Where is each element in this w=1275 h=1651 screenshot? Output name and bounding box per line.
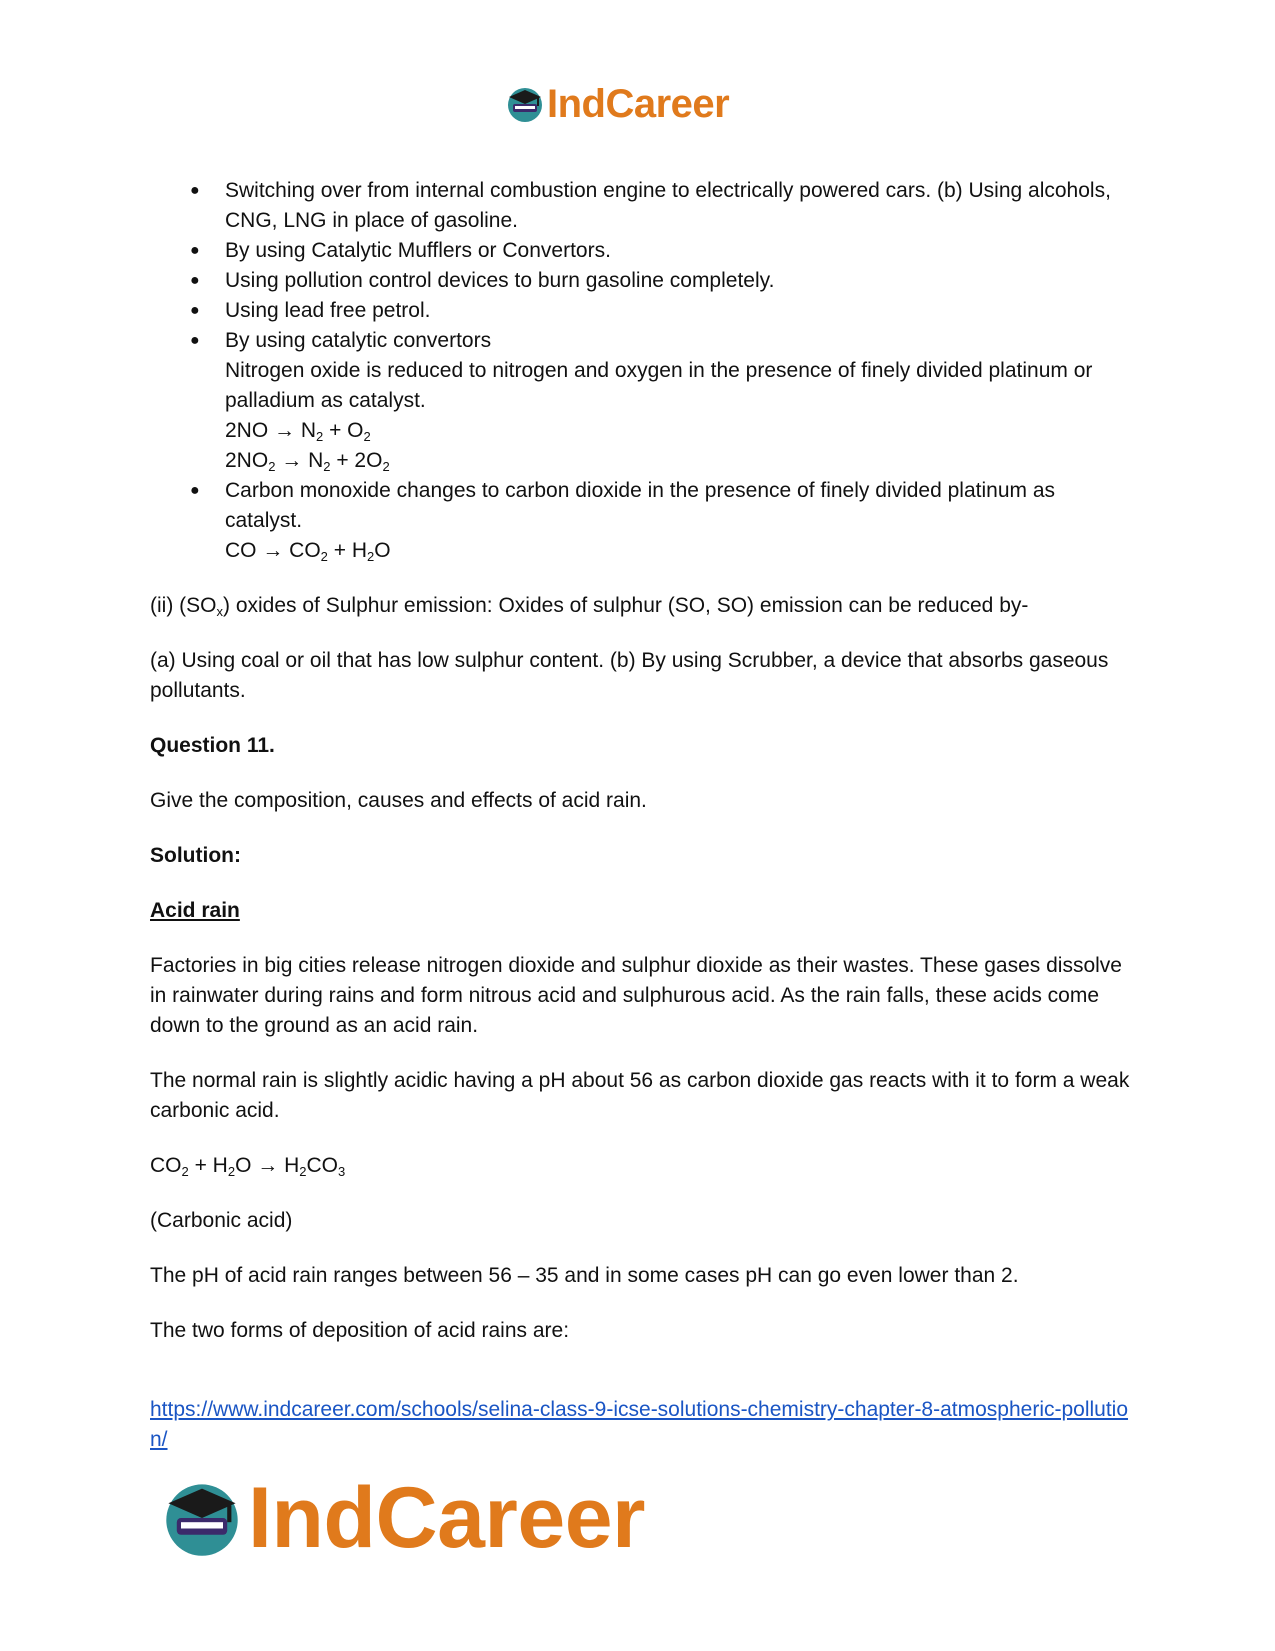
acid-rain-heading: Acid rain <box>150 899 240 922</box>
logo-text: IndCareer <box>248 1470 645 1566</box>
bullet-icon: ● <box>190 242 200 259</box>
source-link[interactable]: https://www.indcareer.com/schools/selina-class-9-icse-solutions-chemistry-chapter-8-atmospheric-pollution/ <box>150 1398 1129 1451</box>
bullet-icon: ● <box>190 302 200 319</box>
factories-paragraph: Factories in big cities release nitrogen dioxide and sulphur dioxide as their wastes. These gases dissolve in rainwater during rains and form nitrous acid and sulphurous acid. As the rain falls, these acids come down to the ground as an acid rain. <box>150 954 1122 1037</box>
scrubber-paragraph: (a) Using coal or oil that has low sulphur content. (b) By using Scrubber, a device that absorbs gaseous pollutants. <box>150 649 1109 702</box>
sox-paragraph: (ii) $(SO_x)$ oxides of Sulphur emission: Oxides of sulphur (SO, SO) emission can be reduced by- <box>150 594 1029 619</box>
list-item: ● Switching over from internal combustion engine to electrically powered cars. (b) Using alcohols, CNG, LNG in place of gasoline. <box>150 176 1135 236</box>
question-text: Give the composition, causes and effects of acid rain. <box>150 789 647 812</box>
question-heading: Question 11. <box>150 734 275 757</box>
header-logo <box>505 80 775 128</box>
solution-heading: Solution: <box>150 844 241 867</box>
bullet-icon: ● <box>190 272 200 289</box>
equation-2no: $2NO \to N_2 + O_2$ <box>225 419 371 444</box>
list-item: ● Using pollution control devices to burn gasoline completely. <box>150 266 1135 296</box>
list-item: ● Using lead free petrol. <box>150 296 1135 326</box>
carbonic-acid-label: (Carbonic acid) <box>150 1209 293 1232</box>
bullet-icon: ● <box>190 182 200 199</box>
bullet-icon: ● <box>190 482 200 499</box>
source-link-block <box>150 1395 1140 1455</box>
list-item: ● Carbon monoxide changes to carbon dioxide in the presence of finely divided platinum as catalyst. CO → $CO_2 + H_2O$ <box>150 476 1135 566</box>
equation-co: CO → $CO_2 + H_2O$ <box>225 539 391 564</box>
document-body <box>150 176 1135 1346</box>
graduation-cap-icon <box>505 84 545 124</box>
footer-logo <box>160 1470 720 1566</box>
graduation-cap-icon <box>160 1476 244 1560</box>
logo-text: IndCareer <box>547 82 730 126</box>
list-item: ● By using Catalytic Mufflers or Convertors. <box>150 236 1135 266</box>
equation-carbonic: $CO_2 + H_2O \to H_2CO_3$ <box>150 1154 346 1179</box>
measures-list <box>150 176 1135 566</box>
two-forms-paragraph: The two forms of deposition of acid rains are: <box>150 1319 570 1342</box>
bullet-icon: ● <box>190 332 200 349</box>
normal-rain-paragraph: The normal rain is slightly acidic having a pH about 56 as carbon dioxide gas reacts with it to form a weak carbonic acid. <box>150 1069 1130 1122</box>
equation-2no2: $2NO_2 \to N_2 + 2O_2$ <box>225 449 390 474</box>
ph-range-paragraph: The pH of acid rain ranges between 56 – 35 and in some cases pH can go even lower than 2. <box>150 1264 1019 1287</box>
list-item: ● By using catalytic convertors Nitrogen oxide is reduced to nitrogen and oxygen in the presence of finely divided platinum or palladium as catalyst. $2NO \to N_2 + O_2$ $2NO_2 \to N_2 + 2O_2$ <box>150 326 1135 476</box>
